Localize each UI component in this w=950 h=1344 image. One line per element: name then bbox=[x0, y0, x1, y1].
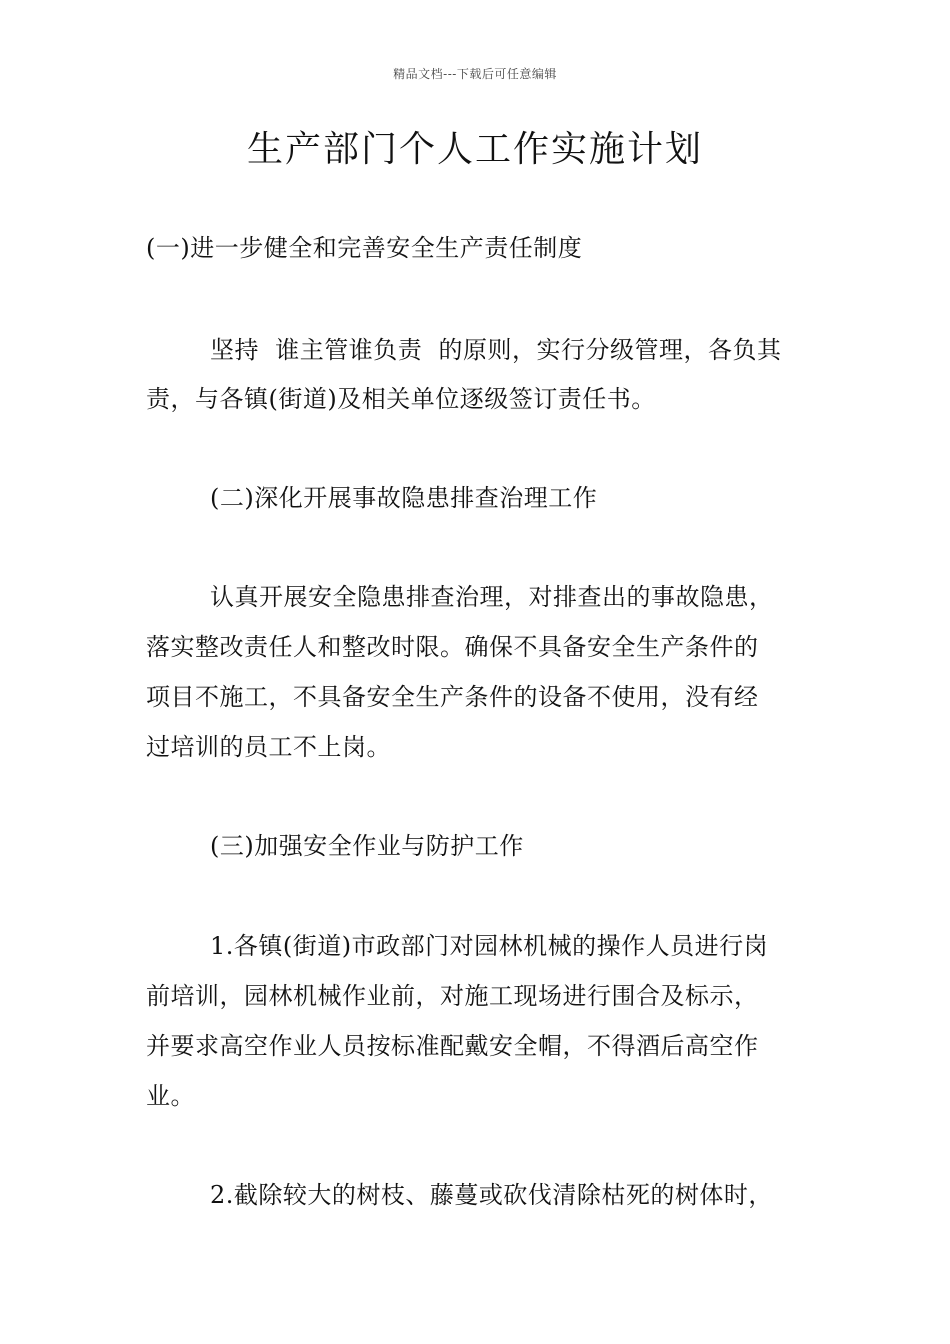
paragraph-2-line-4: 过培训的员工不上岗。 bbox=[146, 733, 391, 761]
section-heading-3: (三)加强安全作业与防护工作 bbox=[210, 832, 524, 860]
paragraph-1-line-2: 责，与各镇(街道)及相关单位逐级签订责任书。 bbox=[146, 385, 656, 413]
item-1-line-3: 并要求高空作业人员按标准配戴安全帽，不得酒后高空作 bbox=[146, 1032, 759, 1060]
section-heading-2: (二)深化开展事故隐患排查治理工作 bbox=[210, 484, 598, 512]
paragraph-2-line-1: 认真开展安全隐患排查治理，对排查出的事故隐患， bbox=[210, 583, 774, 611]
document-title: 生产部门个人工作实施计划 bbox=[246, 129, 703, 170]
section-heading-1: (一)进一步健全和完善安全生产责任制度 bbox=[146, 234, 583, 262]
item-1-line-1: 1.各镇(街道)市政部门对园林机械的操作人员进行岗 bbox=[210, 932, 769, 960]
paragraph-2-line-2: 落实整改责任人和整改时限。确保不具备安全生产条件的 bbox=[146, 633, 759, 661]
item-1-line-2: 前培训，园林机械作业前，对施工现场进行围合及标示， bbox=[146, 982, 759, 1010]
header-note: 精品文档---下载后可任意编辑 bbox=[393, 67, 557, 81]
item-1-line-4: 业。 bbox=[146, 1082, 195, 1110]
item-2-line-1: 2.截除较大的树枝、藤蔓或砍伐清除枯死的树体时， bbox=[210, 1181, 773, 1209]
paragraph-2-line-3: 项目不施工，不具备安全生产条件的设备不使用，没有经 bbox=[146, 683, 759, 711]
paragraph-1-line-1: 坚持 谁主管谁负责 的原则，实行分级管理，各负其 bbox=[210, 336, 782, 364]
